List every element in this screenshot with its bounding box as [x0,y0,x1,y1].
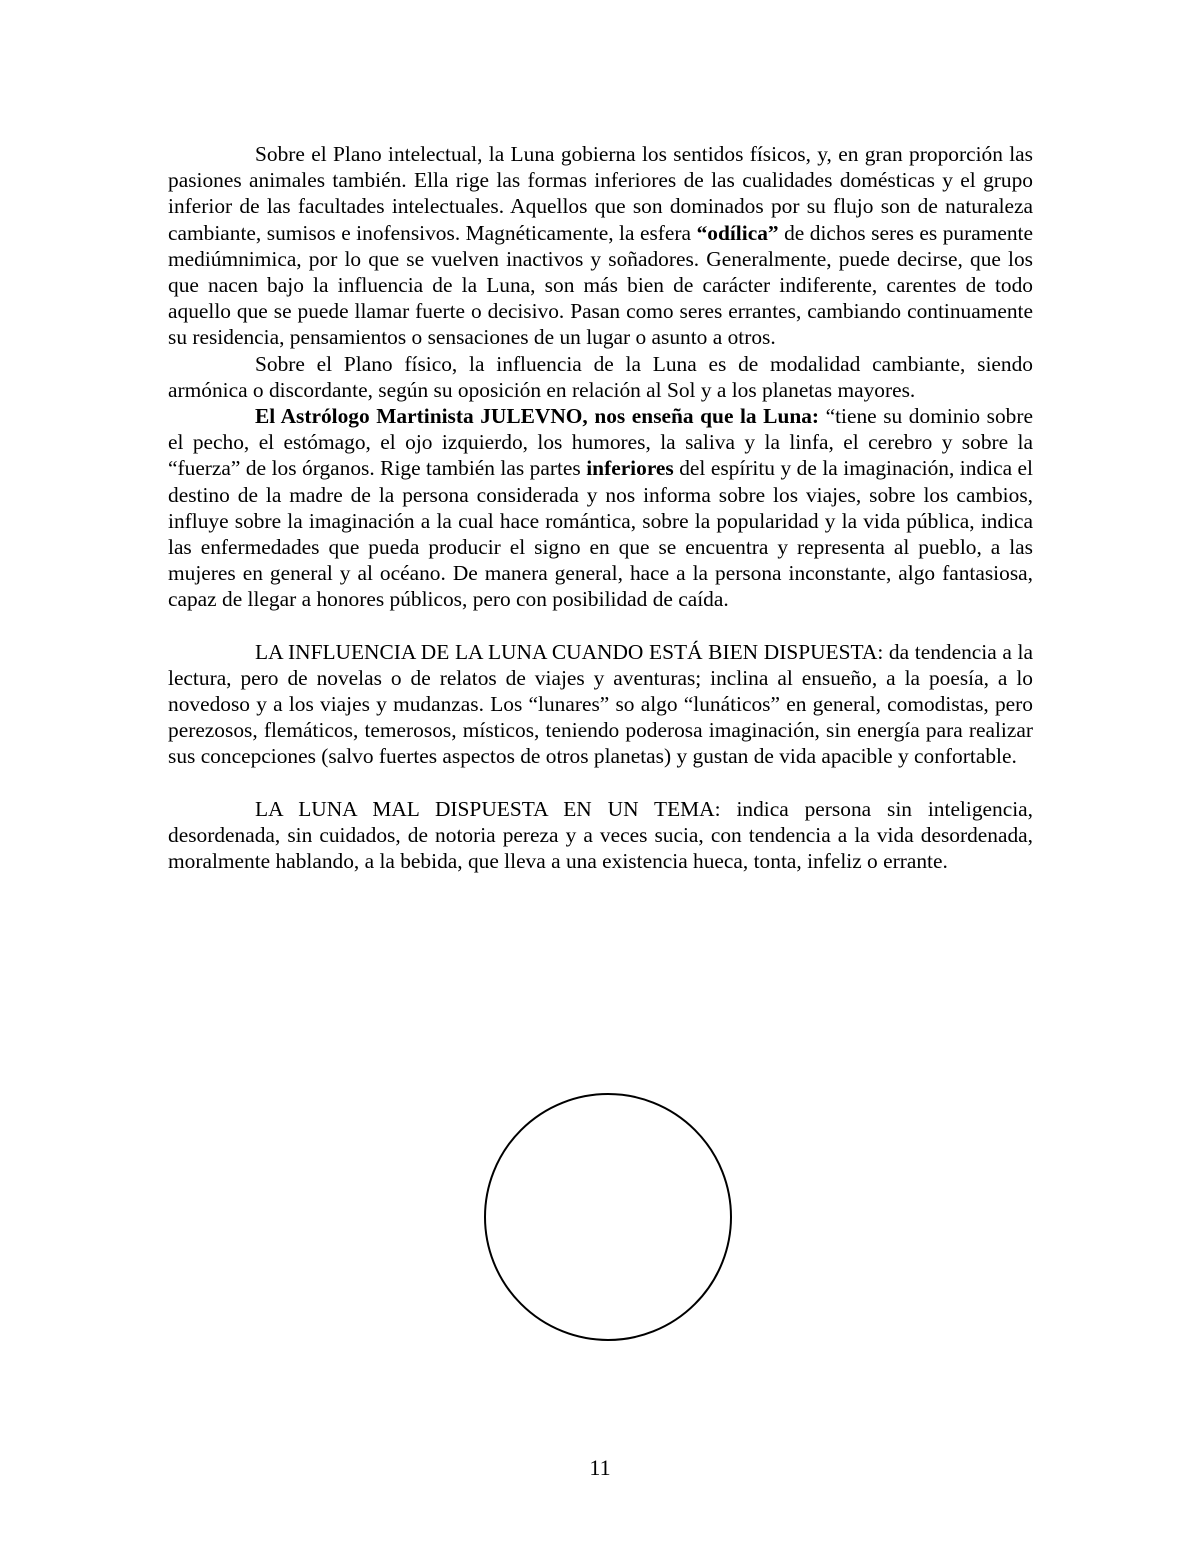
document-body [168,141,1033,874]
bold-intro-julevno: El Astrólogo Martinista JULEVNO, nos enseña que la Luna: [255,404,820,429]
paragraph-spacer [168,613,1033,639]
bold-term-inferiores: inferiores [586,456,674,481]
paragraph-well-disposed: LA INFLUENCIA DE LA LUNA CUANDO ESTÁ BIEN DISPUESTA: da tendencia a la lectura, pero de novelas o de relatos de viajes y aventuras; inclina al ensueño, a la poesía, a lo novedoso y a los viajes y mudanzas. Los “lunares” so algo “lunáticos” en general, comodistas, pero perezosos, flemáticos, temerosos, místicos, teniendo poderosa imaginación, sin energía para realizar sus concepciones (salvo fuertes aspectos de otros planetas) y gustan de vida apacible y confortable. [168,639,1033,769]
paragraph-ill-disposed: LA LUNA MAL DISPUESTA EN UN TEMA: indica persona sin inteligencia, desordenada, sin cuidados, de notoria pereza y a veces sucia, con tendencia a la vida desordenada, moralmente hablando, a la bebida, que lleva a una existencia hueca, tonta, infeliz o errante. [168,796,1033,874]
paragraph-spacer [168,770,1033,796]
bold-term-odilica: “odílica” [696,220,779,245]
paragraph-text: del espíritu y de la imaginación, indica el destino de la madre de la persona considerada y nos informa sobre los viajes, sobre los cambios, influye sobre la imaginación a la cual hace romántica, sobre la popularidad y la vida pública, indica las enfermedades que pueda producir el signo en que se encuentra y representa al pueblo, a las mujeres en general y al océano. De manera general, hace a la persona inconstante, algo fantasiosa, capaz de llegar a honores públicos, pero con posibilidad de caída. [168,456,1033,612]
paragraph-text: “tiene su dominio sobre el pecho, el estómago, el ojo izquierdo, los humores, la saliva y la linfa, el cerebro y sobre la “fuerza” de los órganos. Rige también las partes [168,404,1033,481]
paragraph-physical-plane: Sobre el Plano físico, la influencia de la Luna es de modalidad cambiante, siendo armónica o discordante, según su oposición en relación al Sol y a los planetas mayores. [168,351,1033,402]
paragraph-text: de dichos seres es puramente mediúmnimica, por lo que se vuelven inactivos y soñadores. Generalmente, puede decirse, que los que nacen bajo la influencia de la Luna, son más bien de carácter indiferente, carentes de todo aquello que se puede llamar fuerte o decisivo. Pasan como seres errantes, cambiando continuamente su residencia, pensamientos o sensaciones de un lugar o asunto a otros. [168,220,1033,350]
paragraph-text: Sobre el Plano intelectual, la Luna gobierna los sentidos físicos, y, en gran proporción las pasiones animales también. Ella rige las formas inferiores de las cualidades domésticas y el grupo inferior de las facultades intelectuales. Aquellos que son dominados por su flujo son de naturaleza cambiante, sumisos e inofensivos. Magnéticamente, la esfera [168,142,1033,245]
page-number: 11 [589,1455,611,1480]
circle-icon [483,1092,733,1342]
paragraph-intellectual-plane [168,141,1033,351]
paragraph-julevno [168,403,1033,613]
moon-circle-figure [483,1092,733,1342]
